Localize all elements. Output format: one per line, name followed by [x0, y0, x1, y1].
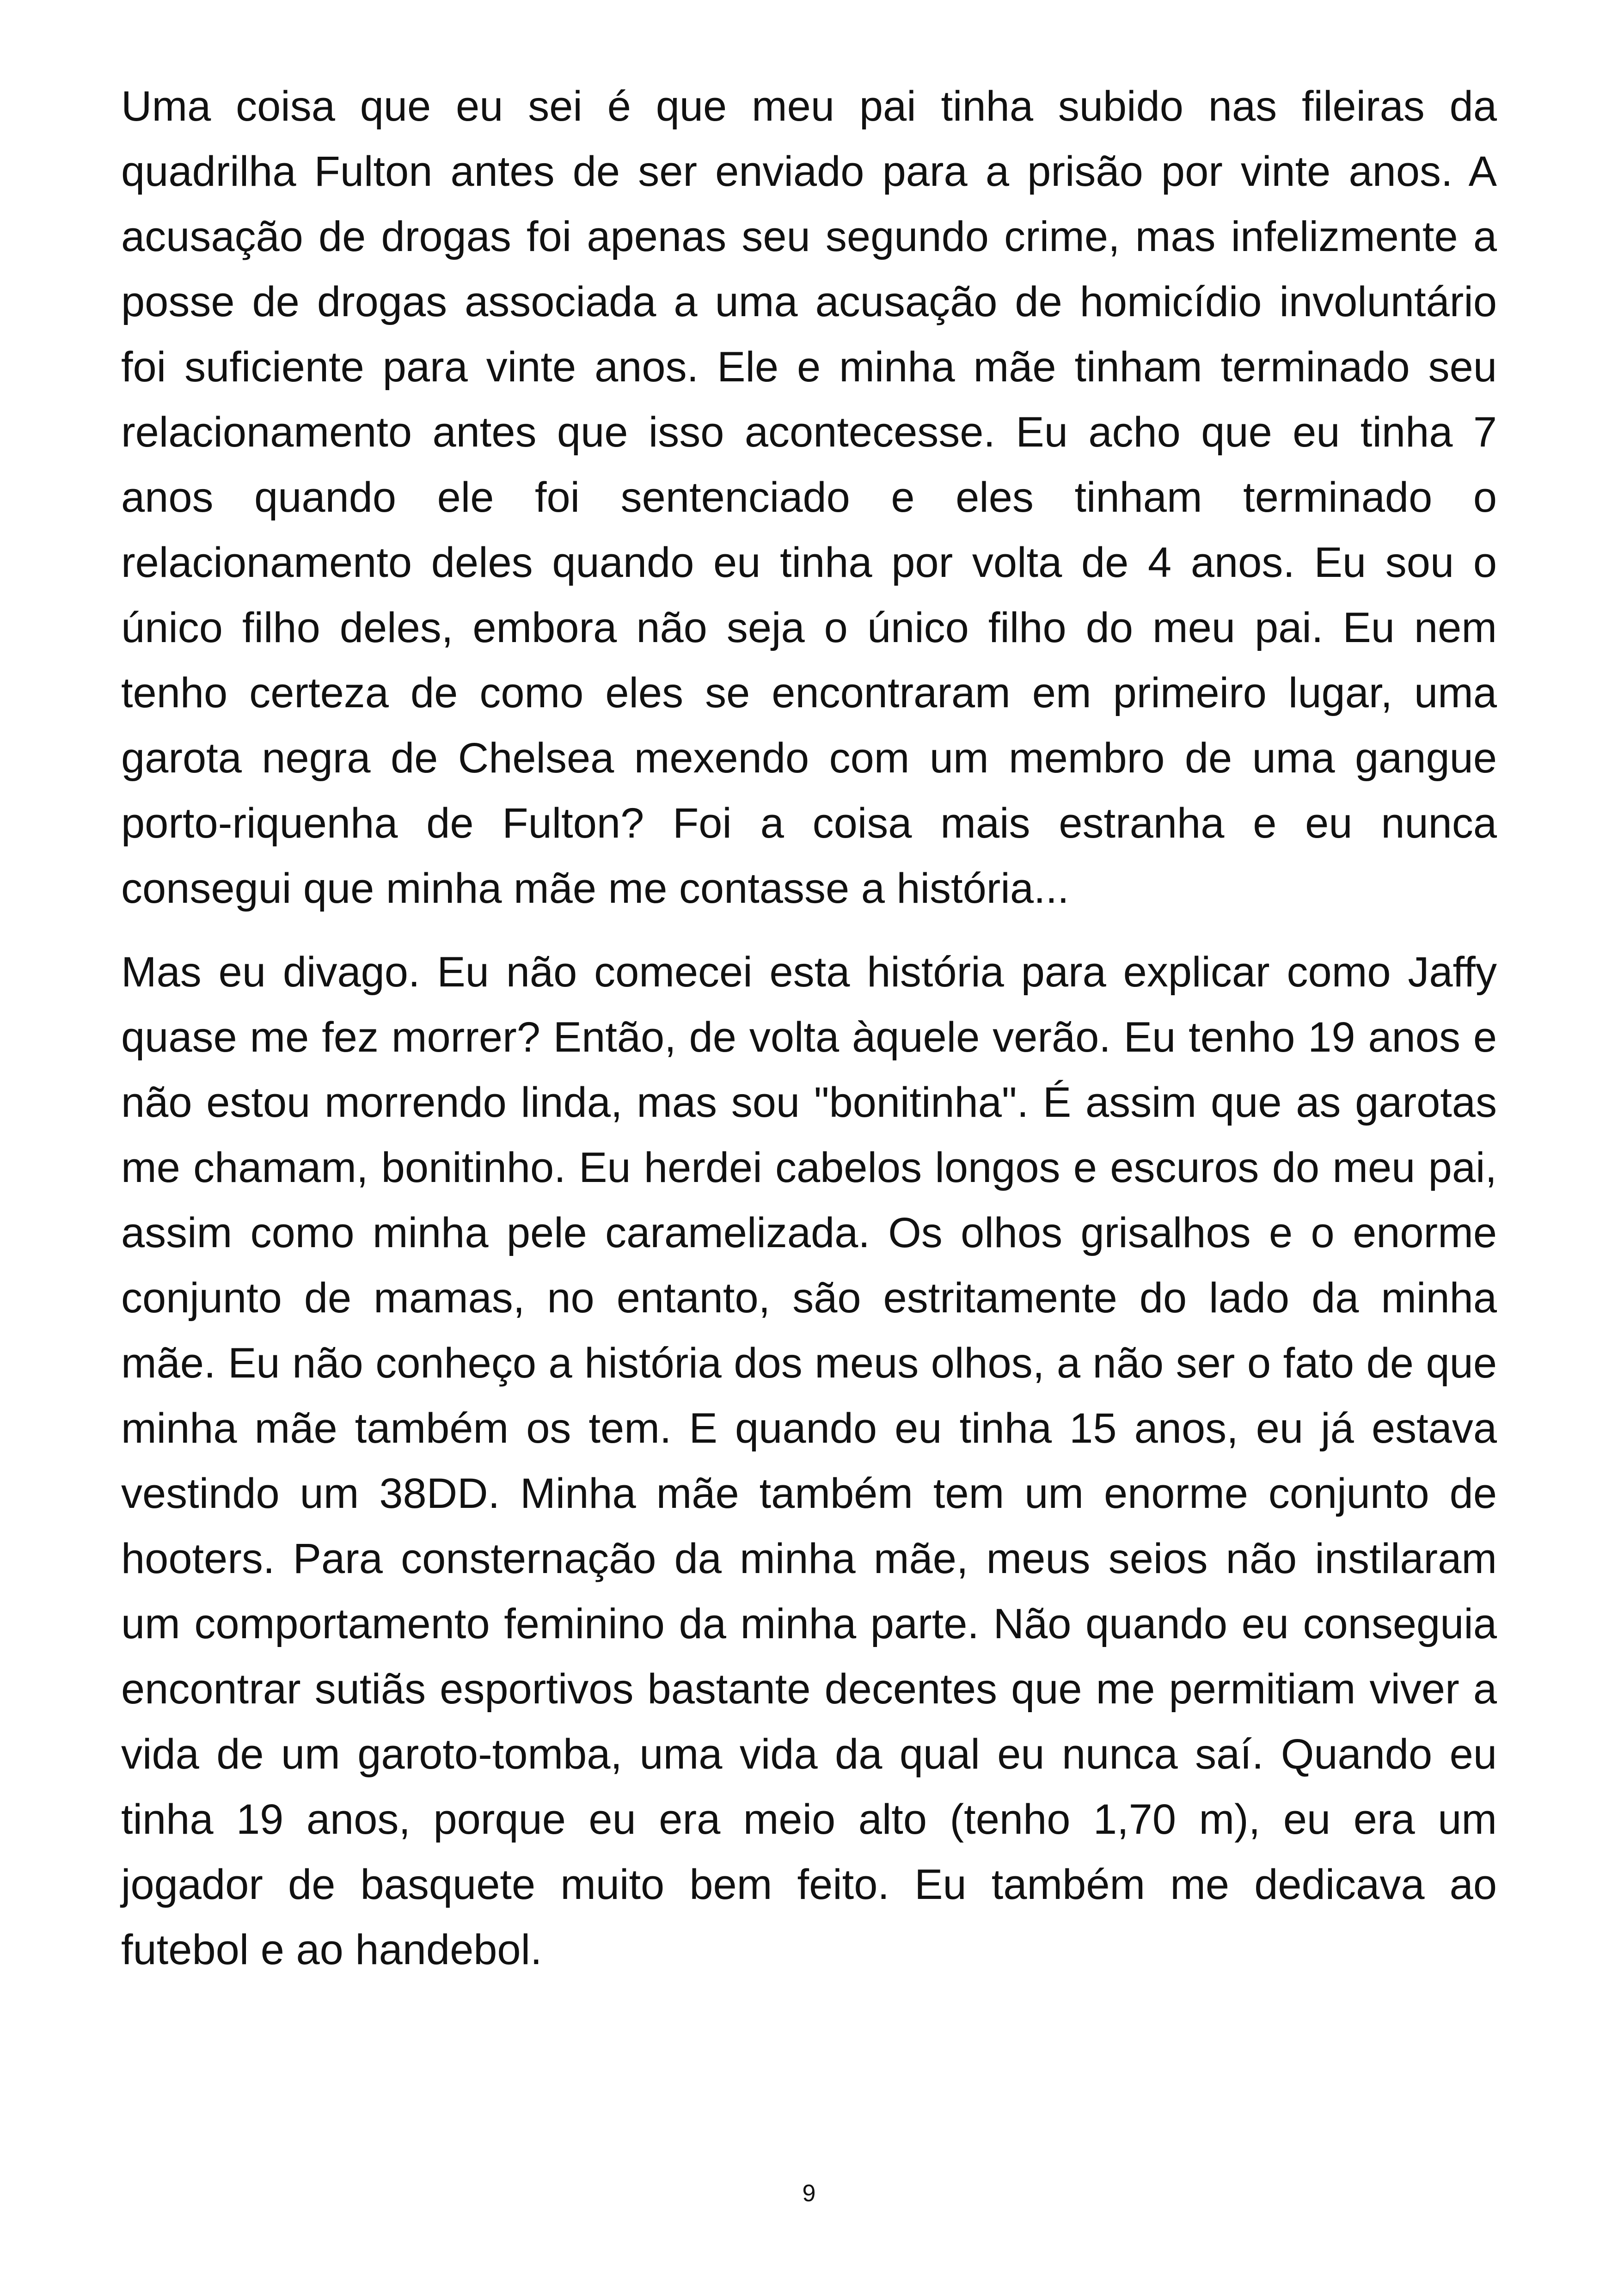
- body-text: [121, 74, 1497, 1983]
- paragraph-1: Uma coisa que eu sei é que meu pai tinha subido nas fileiras da quadrilha Fulton antes de ser enviado para a prisão por vinte anos. A acusação de drogas foi apenas seu segundo crime, mas infelizmente a posse de drogas associada a uma acusação de homicídio involuntário foi suficiente para vinte anos. Ele e minha mãe tinham terminado seu relacionamento antes que isso acontecesse. Eu acho que eu tinha 7 anos quando ele foi sentenciado e eles tinham terminado o relacionamento deles quando eu tinha por volta de 4 anos. Eu sou o único filho deles, embora não seja o único filho do meu pai. Eu nem tenho certeza de como eles se encontraram em primeiro lugar, uma garota negra de Chelsea mexendo com um membro de uma gangue porto-riquenha de Fulton? Foi a coisa mais estranha e eu nunca consegui que minha mãe me contasse a história...: [121, 83, 1497, 912]
- paragraph-2: Mas eu divago. Eu não comecei esta história para explicar como Jaffy quase me fez morrer? Então, de volta àquele verão. Eu tenho 19 anos e não estou morrendo linda, mas sou "bonitinha". É assim que as garotas me chamam, bonitinho. Eu herdei cabelos longos e escuros do meu pai, assim como minha pele caramelizada. Os olhos grisalhos e o enorme conjunto de mamas, no entanto, são estritamente do lado da minha mãe. Eu não conheço a história dos meus olhos, a não ser o fato de que minha mãe também os tem. E quando eu tinha 15 anos, eu já estava vestindo um 38DD. Minha mãe também tem um enorme conjunto de hooters. Para consternação da minha mãe, meus seios não instilaram um comportamento feminino da minha parte. Não quando eu conseguia encontrar sutiãs esportivos bastante decentes que me permitiam viver a vida de um garoto-tomba, uma vida da qual eu nunca saí. Quando eu tinha 19 anos, porque eu era meio alto (tenho 1,70 m), eu era um jogador de basquete muito bem feito. Eu também me dedicava ao futebol e ao handebol.: [121, 949, 1497, 1973]
- page-number: 9: [802, 2180, 816, 2207]
